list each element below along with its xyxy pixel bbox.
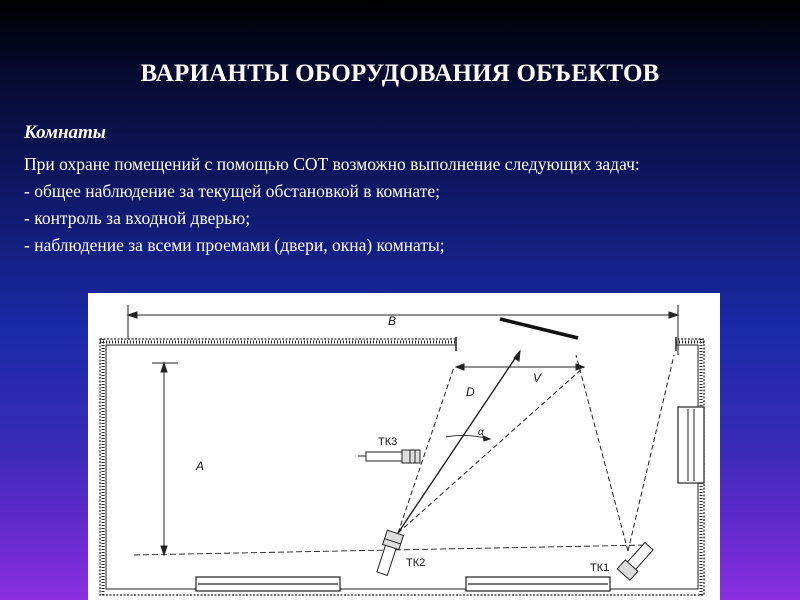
- slide-title: ВАРИАНТЫ ОБОРУДОВАНИЯ ОБЪЕКТОВ: [140, 60, 660, 87]
- angle-alpha-label: α: [478, 427, 484, 438]
- intro-paragraph: При охране помещений с помощью СОТ возможно выполнение следующих задач:: [24, 154, 640, 174]
- room-plan-svg: [88, 293, 720, 600]
- room-plan-diagram: [88, 293, 720, 600]
- bullet-item: - наблюдение за всеми проемами (двери, окна) комнаты;: [24, 235, 445, 255]
- dimension-v-label: V: [533, 371, 542, 385]
- camera-tk2-label: ТК2: [406, 557, 426, 569]
- dimension-b-label: B: [388, 314, 397, 328]
- section-heading: Комнаты: [24, 122, 106, 143]
- right-window: [678, 407, 704, 483]
- camera-tk1-label: ТК1: [590, 562, 610, 574]
- dimension-a-label: A: [196, 459, 205, 473]
- bullet-item: - контроль за входной дверью;: [24, 208, 251, 228]
- camera-tk3: [358, 450, 420, 463]
- distance-d-label: D: [466, 385, 475, 399]
- camera-tk3-label: ТК3: [378, 436, 398, 448]
- bullet-item: - общее наблюдение за текущей обстановкой в комнате;: [24, 181, 440, 201]
- body-text: [0, 151, 792, 259]
